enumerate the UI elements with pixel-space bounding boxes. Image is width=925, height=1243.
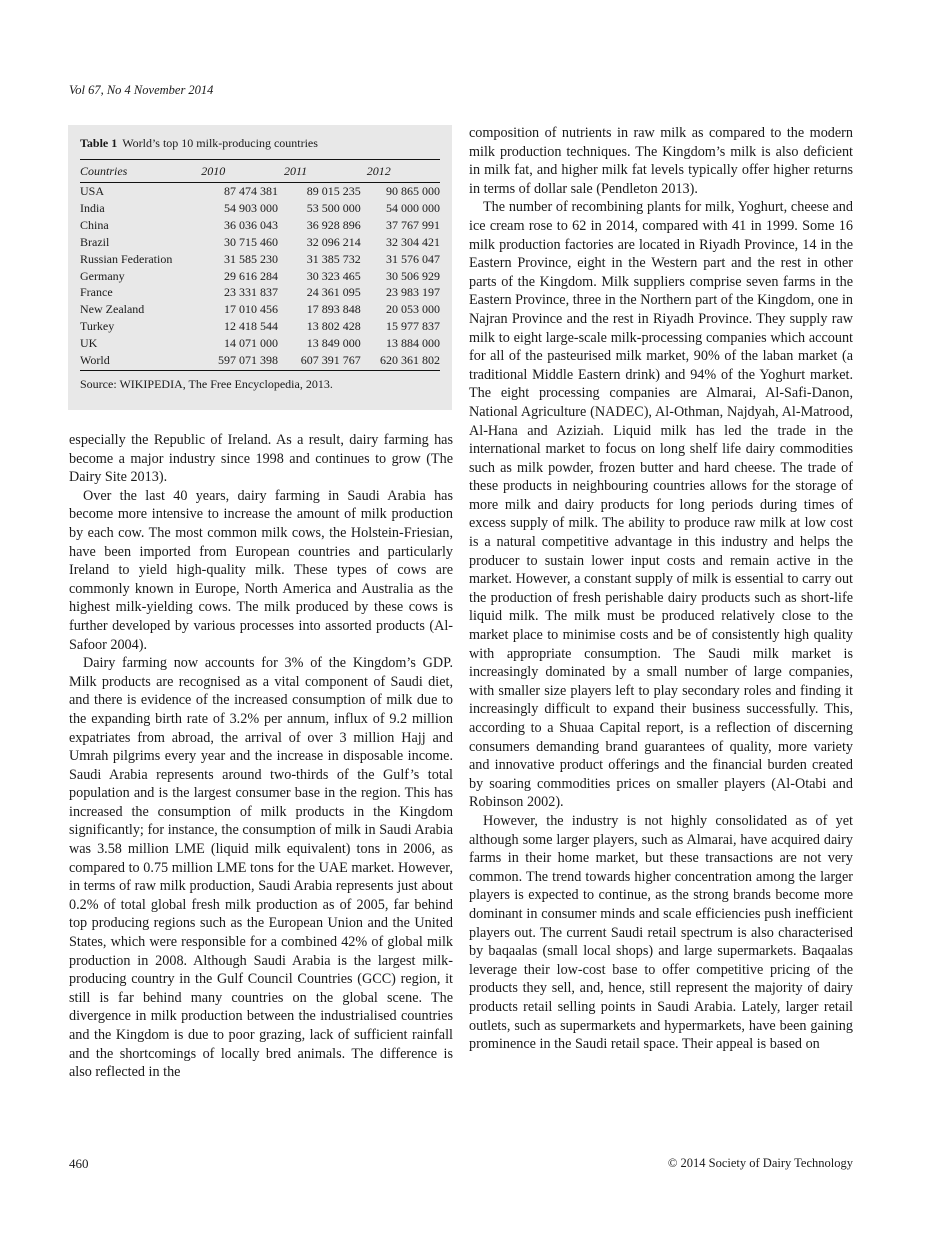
table-row: [80, 251, 440, 268]
cell-2010: 14 071 000: [223, 336, 278, 351]
table-row: [80, 234, 440, 251]
table-title: World’s top 10 milk-producing countries: [122, 136, 318, 150]
cell-country: World: [80, 352, 195, 371]
running-head: Vol 67, No 4 November 2014: [69, 83, 214, 97]
cell-country: India: [80, 200, 105, 215]
table-row: [80, 335, 440, 352]
table-row: [80, 284, 440, 301]
cell-2010: 31 585 230: [223, 251, 278, 266]
cell-country: New Zealand: [80, 302, 145, 317]
left-column: [69, 431, 453, 1082]
paragraph: The number of recombining plants for milk, Yoghurt, cheese and ice cream rose to 62 in 2014, compared with 41 in 1999. Some 16 milk production factories are located in Riyadh Province, 14 in the Eastern Province, eight in the Western part and the rest in other parts of the Kingdom. Milk suppliers comprise seven farms in the Eastern Province, three in the Northern part of the Kingdom, one in Najran Province and the rest in Riyadh Province. They supply raw milk to eight large-scale milk-processing companies which account for all of the pasteurised milk market, 90% of the laban market (a traditional Middle Eastern drink) and 94% of the Yoghurt market. The eight processing companies are Almarai, Al-Safi-Danon, National Agriculture (NADEC), Al-Othman, Najdyah, Al-Matrood, Al-Hana and Aziziah. Liquid milk has led the trade in the international market to focus on long shelf life dairy commodities such as milk powder, frozen butter and hard cheese. The trade of these products in neighbouring countries allows for the storage of more milk and dairy products for long periods during times of excess supply of milk. The ability to produce raw milk at low cost is a natural competitive advantage in this industry and helps the producer to sustain lower input costs and remain active in the market. However, a constant supply of milk is essential to carry out the production of fresh perishable dairy products such as short-life liquid milk. The milk must be produced relatively close to the market place to minimise costs and be of consistently high quality with appropriate consumption. The Saudi milk market is increasingly dominated by a small number of large companies, with smaller size players left to play secondary roles and finding it increasingly difficult to expand their business successfully. This, according to a Shuaa Capital report, is a reflection of discerning consumers demanding brand guarantees of quality, more variety and innovative product offerings and the financial burden created by soaring commodities prices on smaller players (Al-Otabi and Robinson 2002).: [469, 199, 853, 811]
cell-2012: 54 000 000: [386, 200, 440, 215]
cell-2011: 32 096 214: [306, 234, 361, 249]
column-header-2011: 2011: [278, 160, 361, 183]
cell-2011: 89 015 235: [306, 184, 361, 198]
cell-2012: 620 361 802: [361, 352, 440, 371]
paragraph: composition of nutrients in raw milk as compared to the modern milk production techniques. The Kingdom’s milk is also deficient in milk fat, and higher milk fat levels typically offer higher returns in terms of dollar sale (Pendleton 2013).: [469, 125, 853, 197]
cell-2011: 36 928 896: [306, 217, 361, 232]
cell-2012: 32 304 421: [386, 234, 440, 249]
table-label: Table 1: [80, 136, 118, 150]
cell-2011: 31 385 732: [306, 251, 361, 266]
table-row: [80, 200, 440, 217]
table-row: [80, 183, 440, 200]
cell-2010: 87 474 381: [223, 184, 278, 198]
copyright-notice: © 2014 Society of Dairy Technology: [667, 1156, 853, 1170]
table-source: Source: WIKIPEDIA, The Free Encyclopedia, 2013.: [80, 377, 333, 392]
cell-2012: 90 865 000: [386, 184, 440, 198]
cell-2012: 13 884 000: [386, 336, 440, 351]
cell-2011: 607 391 767: [278, 352, 361, 371]
table-1: [68, 125, 452, 410]
table-row: [80, 301, 440, 318]
paragraph: especially the Republic of Ireland. As a result, dairy farming has become a major industry since 1998 and continues to grow (The Dairy Site 2013).: [69, 432, 453, 486]
cell-2010: 12 418 544: [223, 319, 278, 334]
cell-2012: 37 767 991: [386, 217, 440, 232]
cell-2011: 17 893 848: [306, 302, 361, 317]
cell-2011: 53 500 000: [306, 200, 361, 215]
cell-2012: 20 053 000: [386, 302, 440, 317]
right-column: [469, 124, 853, 1054]
cell-2011: 24 361 095: [306, 285, 361, 300]
cell-country: China: [80, 217, 109, 232]
page-number: 460: [69, 1156, 89, 1171]
cell-country: UK: [80, 336, 98, 351]
milk-production-table: [80, 159, 440, 371]
cell-2012: 31 576 047: [386, 251, 440, 266]
table-header-row: [80, 160, 440, 183]
cell-country: Brazil: [80, 234, 110, 249]
cell-2012: 23 983 197: [386, 285, 440, 300]
table-caption: [80, 136, 440, 151]
table-row: [80, 217, 440, 234]
cell-2011: 30 323 465: [306, 268, 361, 283]
cell-2012: 15 977 837: [386, 319, 440, 334]
column-header-2010: 2010: [195, 160, 278, 183]
cell-2011: 13 802 428: [306, 319, 361, 334]
cell-2011: 13 849 000: [306, 336, 361, 351]
cell-country: Russian Federation: [80, 251, 173, 266]
cell-country: Turkey: [80, 319, 115, 334]
cell-2010: 597 071 398: [195, 352, 278, 371]
table-row: [80, 318, 440, 335]
column-header-countries: Countries: [80, 160, 195, 183]
cell-country: USA: [80, 184, 105, 198]
paragraph: Dairy farming now accounts for 3% of the Kingdom’s GDP. Milk products are recognised as a vital component of Saudi diet, and there is evidence of the increased consumption of milk due to the expanding birth rate of 3.2% per annum, influx of 9.2 million expatriates from abroad, the arrival of over 3 million Hajj and Umrah pilgrims every year and the increase in disposable income. Saudi Arabia represents around two-thirds of the Gulf’s total population and is the largest consumer base in the region. This has increased the consumption of milk products in the Kingdom significantly; for instance, the consumption of milk in Saudi Arabia was 3.58 million LME (liquid milk equivalent) tons in 2006, as compared to 0.75 million LME tons for the UAE market. However, in terms of raw milk production, Saudi Arabia represents just about 0.2% of total global fresh milk production as of 2005, far behind top producing regions such as the European Union and the United States, which were responsible for a combined 42% of global milk production in 2008. Although Saudi Arabia is the largest milk-producing country in the Gulf Council Countries (GCC) region, it still is far behind many countries on the global scene. The divergence in milk production between the industrialised countries and the Kingdom is due to poor grazing, lack of sufficient rainfall and the shortcomings of locally bred animals. The difference is also reflected in the: [69, 655, 453, 1081]
cell-2010: 36 036 043: [223, 217, 278, 232]
paragraph: Over the last 40 years, dairy farming in Saudi Arabia has become more intensive to increase the amount of milk production by each cow. The most common milk cows, the Holstein-Friesian, have been imported from European countries and particularly Ireland to yield high-quality milk. These types of cows are commonly known in Europe, North America and Australia as the highest milk-yielding cows. The milk produced by these cows is further developed by various processes into assorted products (Al-Safoor 2004).: [69, 487, 453, 653]
table-row: [80, 352, 440, 371]
cell-2010: 23 331 837: [223, 285, 278, 300]
cell-2010: 17 010 456: [223, 302, 278, 317]
cell-2012: 30 506 929: [386, 268, 440, 283]
paragraph: However, the industry is not highly consolidated as of yet although some larger players, such as Almarai, have acquired dairy farms in their home market, but these transactions are not very common. The trend towards higher concentration among the larger players is expected to continue, as the strong brands become more dominant in consumer minds and scale efficiencies push inefficient players out. The current Saudi retail spectrum is also characterised by baqaalas (small local shops) and large supermarkets. Baqaalas leverage their low-cost base to offer competitive pricing of the products they sell, and, hence, still represent the majority of dairy products retail selling points in Saudi Arabia. Lately, larger retail outlets, such as supermarkets and hypermarkets, have been gaining prominence in the Saudi retail space. Their appeal is based on: [469, 812, 853, 1053]
column-header-2012: 2012: [361, 160, 440, 183]
cell-country: Germany: [80, 268, 125, 283]
table-row: [80, 268, 440, 285]
cell-2010: 54 903 000: [223, 200, 278, 215]
cell-2010: 30 715 460: [223, 234, 278, 249]
cell-country: France: [80, 285, 113, 300]
cell-2010: 29 616 284: [223, 268, 278, 283]
